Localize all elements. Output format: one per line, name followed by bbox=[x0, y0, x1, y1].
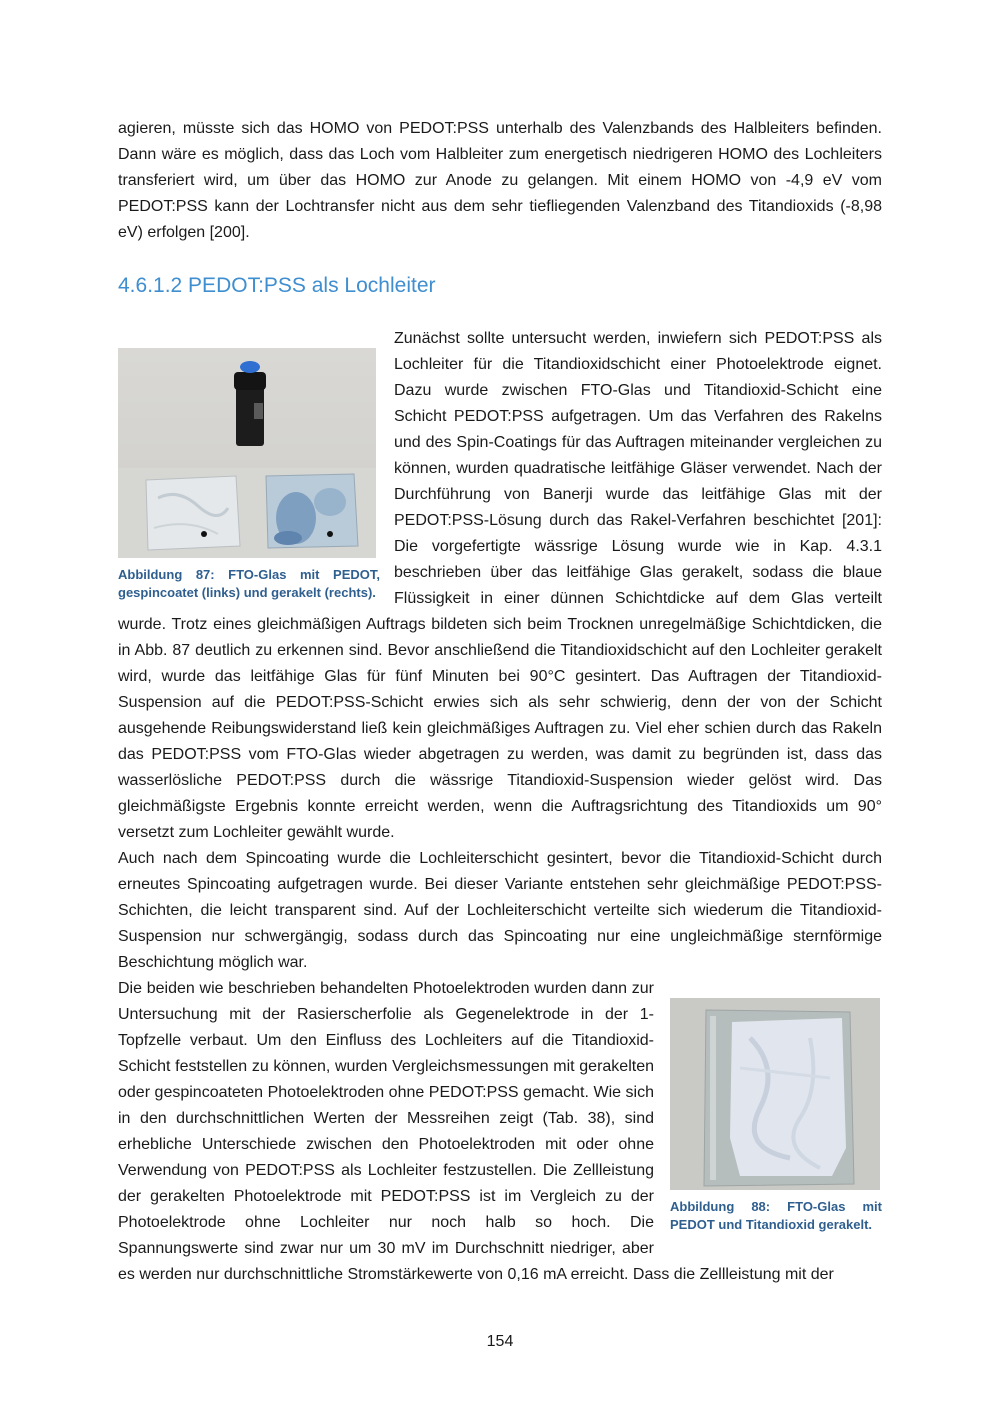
page-number: 154 bbox=[486, 1333, 514, 1350]
paragraph-messung: Die beiden wie beschrieben behandelten Photoelektroden wurden dann zur Untersuchung mit der Rasierscherfolie als Gegenelektrode in der 1-Topfzelle verbaut. Um den Einfluss des Lochleiters auf die Titandioxid-Schicht feststellen zu können, wurden Vergleichsmessungen mit gerakelten oder gespincoateten Photoelektroden ohne PEDOT:PSS gemacht. Wie sich in den durchschnittlichen Werten der Messreihen zeigt (Tab. 38), sind erhebliche Unterschiede zwischen den Photoelektroden mit oder ohne Verwendung von PEDOT:PSS als Lochleiter festzustellen. Die Zellleistung der gerakelten Photoelektrode mit PEDOT:PSS ist im Vergleich zu der Photoelektrode ohne Lochleiter nur noch halb so hoch. Die Spannungswerte sind zwar nur um 30 mV im Durchschnitt niedriger, aber es werden nur durchschnittliche Stromstärkewerte von 0,16 mA erreicht. Dass die Zellleistung mit der bbox=[118, 980, 834, 1283]
figure-88-caption: Abbildung 88: FTO-Glas mit PEDOT und Titandioxid gerakelt. bbox=[670, 1199, 882, 1232]
intro-paragraph: agieren, müsste sich das HOMO von PEDOT:PSS unterhalb des Valenzbands des Halbleiters befinden. Dann wäre es möglich, dass das Loch vom Halbleiter zum energetisch niedrigeren HOMO des Lochleiters transferiert wird, um über das HOMO zur Anode zu gelangen. Mit einem HOMO von -4,9 eV vom PEDOT:PSS kann der Lochtransfer nicht aus dem sehr tiefliegenden Valenzband des Titandioxids (-8,98 eV) erfolgen [200]. bbox=[118, 120, 882, 241]
section-heading: 4.6.1.2 PEDOT:PSS als Lochleiter bbox=[118, 274, 436, 297]
figure-88-photo bbox=[670, 998, 880, 1190]
figure-88 bbox=[670, 998, 882, 1234]
figure-87-caption: Abbildung 87: FTO-Glas mit PEDOT, gespincoatet (links) und gerakelt (rechts). bbox=[118, 567, 380, 600]
figure-87-photo bbox=[118, 348, 376, 558]
document-body bbox=[118, 116, 882, 1288]
paragraph-spincoating: Auch nach dem Spincoating wurde die Lochleiterschicht gesintert, bevor die Titandioxid-Schicht durch erneutes Spincoating aufgetragen wurde. Bei dieser Variante entstehen sehr gleichmäßige PEDOT:PSS-Schichten, die leicht transparent sind. Auf der Lochleiterschicht verteilte sich wiederum die Titandioxid-Suspension nur schwergängig, sodass durch das Spincoating nur eine ungleichmäßige sternförmige Beschichtung möglich war. bbox=[118, 850, 882, 971]
paragraph-pedot-rakel: Zunächst sollte untersucht werden, inwiefern sich PEDOT:PSS als Lochleiter für die Titandioxidschicht einer Photoelektrode eignet. Dazu wurde zwischen FTO-Glas und Titandioxid-Schicht eine Schicht PEDOT:PSS aufgetragen. Um das Verfahren des Rakelns und des Spin-Coatings für das Auftragen miteinander vergleichen zu können, wurden quadratische leitfähige Gläser verwendet. Nach der Durchführung von Banerji wurde das leitfähige Glas mit der PEDOT:PSS-Lösung durch das Rakel-Verfahren beschichtet [201]: Die vorgefertigte wässrige Lösung wurde wie in Kap. 4.3.1 beschrieben über das leitfähige Glas gerakelt, sodass die blaue Flüssigkeit in einer dünnen Schichtdicke auf dem Glas verteilt wurde. Trotz eines gleichmäßigen Auftrags bildeten sich beim Trocknen unregelmäßige Schichtdicken, die in Abb. 87 deutlich zu erkennen sind. Bevor anschließend die Titandioxidschicht auf den Lochleiter gerakelt wird, wurde das leitfähige Glas für fünf Minuten bei 90°C gesintert. Das Auftragen der Titandioxid-Suspension auf die PEDOT:PSS-Schicht erwies sich als sehr schwierig, denn der von der Schicht ausgehende Reibungswiderstand ließ kein gleichmäßiges Auftragen zu. Viel eher schien durch das Rakeln das PEDOT:PSS vom FTO-Glas wieder abgetragen zu werden, was damit zu begründen ist, dass das wasserlösliche PEDOT:PSS durch die wässrige Titandioxid-Suspension wieder gelöst wird. Das gleichmäßigste Ergebnis konnte erreicht werden, wenn die Auftragsrichtung des Titandioxids um 90° versetzt zum Lochleiter gewählt wurde. bbox=[118, 330, 882, 841]
figure-87 bbox=[118, 326, 380, 602]
